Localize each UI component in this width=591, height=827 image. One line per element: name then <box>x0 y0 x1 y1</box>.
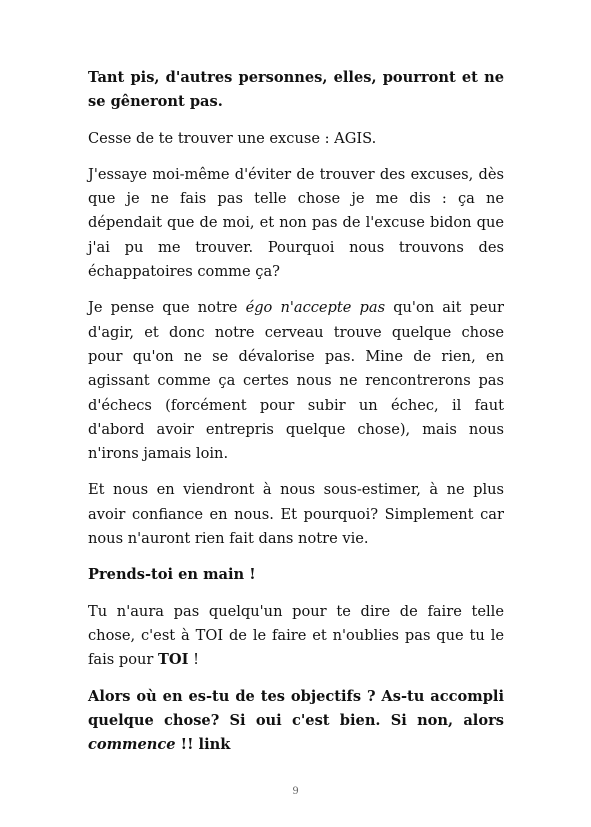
paragraph-excuses: J'essaye moi-même d'éviter de trouver des excuses, dès que je ne fais pas telle chose je me dis : ça ne dépendait que de moi, et non pas de l'excuse bidon que j'ai pu me trouver. Pourquoi nous trouvons des échappatoires comme ça? <box>88 165 504 281</box>
paragraph-toi-text-end: ! <box>188 651 199 669</box>
paragraph-toi-text-start: Tu n'aura pas quelqu'un pour te dire de faire telle chose, c'est à TOI de le faire et n'oublies pas que tu le fais pour <box>88 602 504 669</box>
paragraph-toi <box>88 600 504 673</box>
paragraph-agis: Cesse de te trouver une excuse : AGIS. <box>88 129 377 147</box>
paragraph-objectifs-text-start: Alors où en es-tu de tes objectifs ? As-tu accompli quelque chose? Si oui c'est bien. Si non, alors <box>88 687 504 729</box>
heading-prends-toi-en-main: Prends-toi en main ! <box>88 566 256 584</box>
paragraph-sous-estimer: Et nous en viendront à nous sous-estimer, à ne plus avoir confiance en nous. Et pourquoi? Simplement car nous n'auront rien fait dans notre vie. <box>88 481 504 548</box>
paragraph-ego-italic: égo n'accepte pas <box>245 299 386 317</box>
paragraph-objectifs <box>88 685 504 758</box>
paragraph-ego-text-start: Je pense que notre <box>88 299 246 317</box>
paragraph-tant-pis: Tant pis, d'autres personnes, elles, pourront et ne se gêneront pas. <box>88 69 504 111</box>
paragraph-objectifs-italic: commence <box>88 736 176 754</box>
page-body <box>88 66 504 769</box>
paragraph-ego-text-end: qu'on ait peur d'agir, et donc notre cerveau trouve quelque chose pour qu'on ne se dévalorise pas. Mine de rien, en agissant comme ça certes nous ne rencontrerons pas d'échecs (forcément pour subir un échec, il faut d'abord avoir entrepris quelque chose), mais nous n'irons jamais loin. <box>88 299 504 463</box>
paragraph-ego <box>88 296 504 466</box>
paragraph-objectifs-text-end: !! link <box>175 736 231 754</box>
paragraph-toi-bold: TOI <box>158 651 189 669</box>
page-number: 9 <box>292 786 299 797</box>
